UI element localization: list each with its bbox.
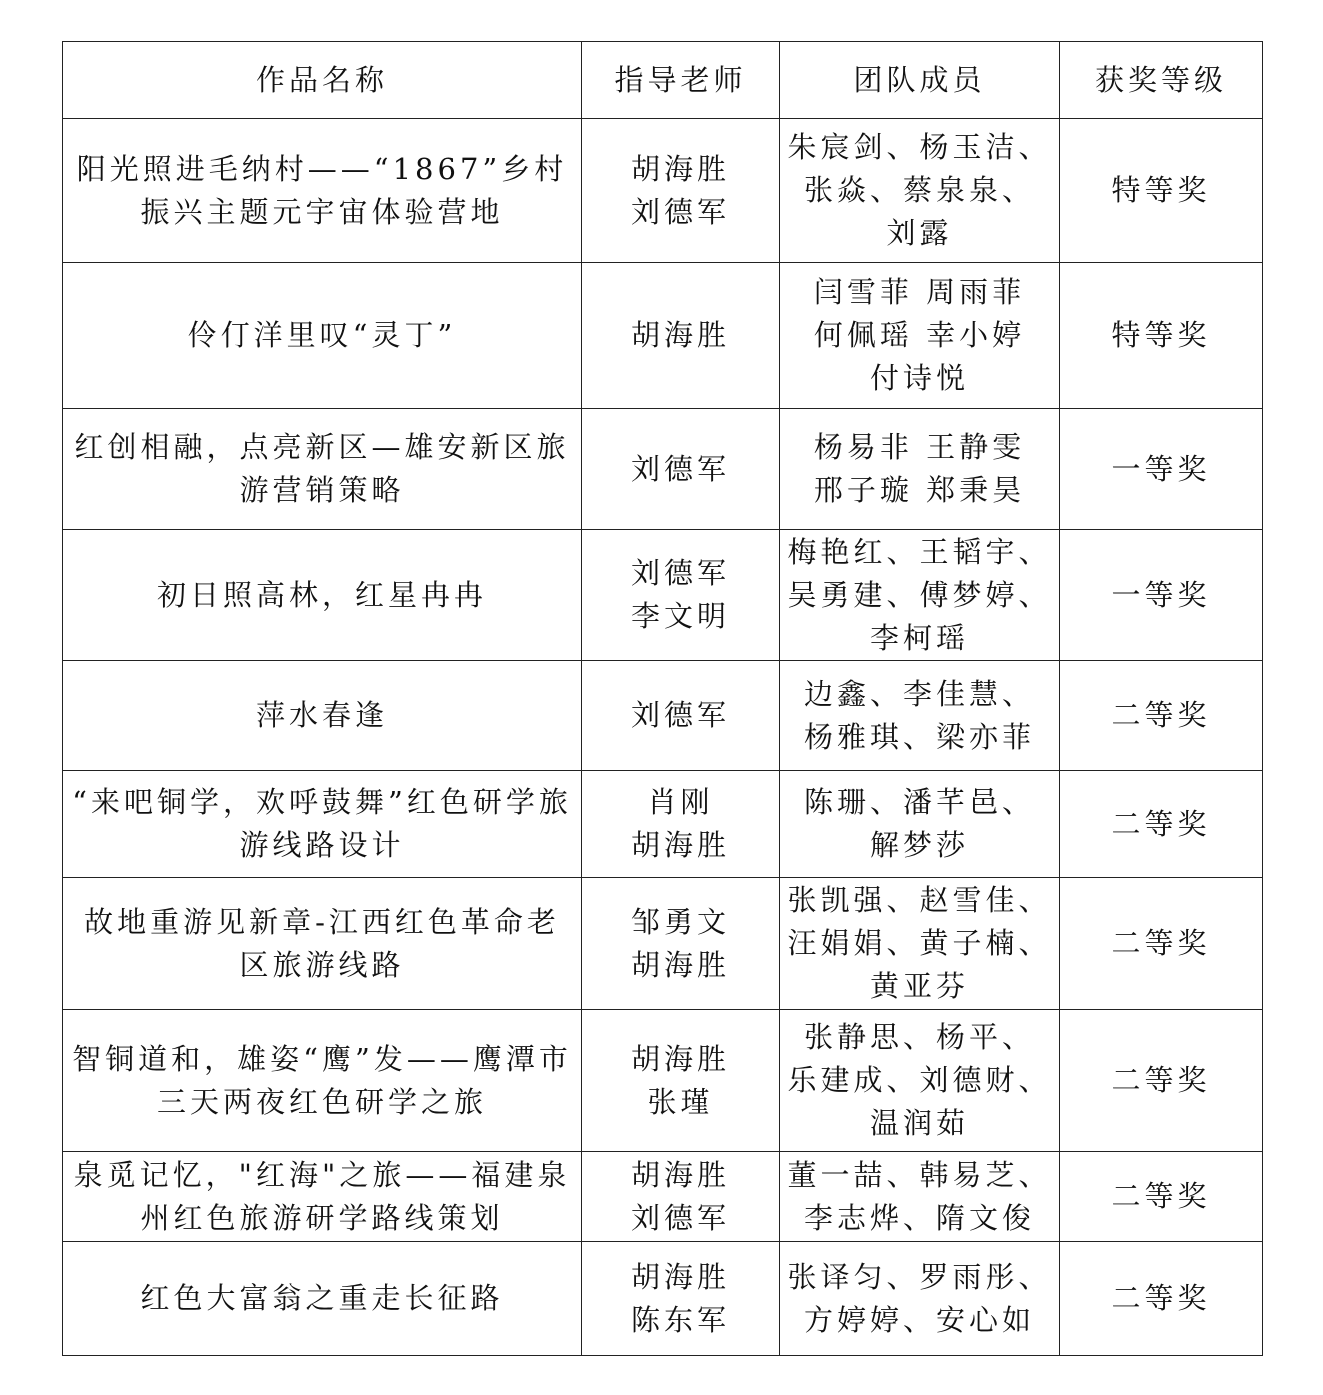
table-row xyxy=(63,409,1263,530)
advisor-name: 刘德军 xyxy=(630,1200,730,1235)
advisor-name: 胡海胜 xyxy=(630,1041,730,1076)
members-cell xyxy=(780,771,1060,878)
work-title-line: 泉觅记忆，"红海"之旅——福建泉 xyxy=(73,1157,571,1192)
members-line: 张凯强、赵雪佳、 xyxy=(787,883,1052,917)
members-line: 汪娟娟、黄子楠、 xyxy=(787,926,1052,960)
work-title-cell xyxy=(63,1010,582,1152)
table-row xyxy=(63,263,1263,409)
award-cell: 二等奖 xyxy=(1060,1152,1263,1242)
advisor-name: 张瑾 xyxy=(647,1084,714,1119)
award-cell: 一等奖 xyxy=(1060,530,1263,661)
members-line: 乐建成、刘德财、 xyxy=(787,1063,1052,1097)
members-line: 张焱、蔡泉泉、 xyxy=(803,173,1035,207)
advisor-name: 刘德军 xyxy=(630,451,730,486)
work-title-line: 游线路设计 xyxy=(239,828,405,862)
header-row xyxy=(63,42,1263,119)
table-row xyxy=(63,771,1263,878)
members-line: 杨雅琪、梁亦菲 xyxy=(803,719,1035,754)
members-line: 黄亚芬 xyxy=(869,969,969,1003)
work-title-cell xyxy=(63,119,582,263)
table-row xyxy=(63,530,1263,661)
advisor-name: 邹勇文 xyxy=(630,904,730,939)
members-line: 董一喆、韩易芝、 xyxy=(787,1157,1052,1192)
work-title-line: 区旅游线路 xyxy=(239,947,405,982)
advisor-cell xyxy=(582,119,780,263)
members-line: 边鑫、李佳慧、 xyxy=(803,676,1035,711)
members-cell xyxy=(780,1152,1060,1242)
members-cell xyxy=(780,119,1060,263)
award-cell: 二等奖 xyxy=(1060,878,1263,1010)
award-cell: 一等奖 xyxy=(1060,409,1263,530)
members-line: 何佩瑶 幸小婷 xyxy=(813,318,1026,352)
members-line: 温润茹 xyxy=(869,1106,969,1140)
advisor-name: 胡海胜 xyxy=(630,1259,730,1294)
work-title-cell xyxy=(63,530,582,661)
work-title-line: 阳光照进毛纳村——“1867”乡村 xyxy=(76,151,568,186)
advisor-name: 胡海胜 xyxy=(630,318,730,352)
advisor-name: 胡海胜 xyxy=(630,947,730,982)
members-line: 张译匀、罗雨彤、 xyxy=(787,1259,1052,1294)
members-cell xyxy=(780,263,1060,409)
advisor-cell xyxy=(582,530,780,661)
members-line: 闫雪菲 周雨菲 xyxy=(813,275,1026,309)
members-line: 李志烨、隋文俊 xyxy=(803,1200,1035,1235)
members-line: 吴勇建、傅梦婷、 xyxy=(787,577,1052,612)
advisor-cell xyxy=(582,1152,780,1242)
work-title-line: 三天两夜红色研学之旅 xyxy=(156,1084,487,1119)
work-title-cell xyxy=(63,263,582,409)
members-line: 李柯瑶 xyxy=(869,620,969,655)
work-title-line: “来吧铜学，欢呼鼓舞”红色研学旅 xyxy=(72,785,572,819)
header-members: 团队成员 xyxy=(780,42,1060,119)
work-title-cell xyxy=(63,1242,582,1356)
awards-table xyxy=(62,41,1263,1356)
header-advisors: 指导老师 xyxy=(582,42,780,119)
work-title-cell xyxy=(63,661,582,771)
advisor-name: 胡海胜 xyxy=(630,828,730,862)
work-title-line: 初日照高林，红星冉冉 xyxy=(156,577,487,612)
award-cell: 二等奖 xyxy=(1060,661,1263,771)
work-title-line: 红创相融，点亮新区—雄安新区旅 xyxy=(74,430,570,464)
work-title-line: 伶仃洋里叹“灵丁” xyxy=(187,318,457,352)
advisor-cell xyxy=(582,263,780,409)
table-row xyxy=(63,878,1263,1010)
members-cell xyxy=(780,878,1060,1010)
table-row xyxy=(63,661,1263,771)
members-line: 刘露 xyxy=(886,216,953,250)
table-row xyxy=(63,1010,1263,1152)
award-cell: 二等奖 xyxy=(1060,1010,1263,1152)
members-cell xyxy=(780,661,1060,771)
advisor-name: 陈东军 xyxy=(630,1302,730,1337)
award-cell: 特等奖 xyxy=(1060,263,1263,409)
table-row xyxy=(63,119,1263,263)
members-cell xyxy=(780,409,1060,530)
advisor-name: 刘德军 xyxy=(630,698,730,732)
work-title-line: 振兴主题元宇宙体验营地 xyxy=(140,194,504,229)
members-line: 张静思、杨平、 xyxy=(803,1020,1035,1054)
advisor-cell xyxy=(582,661,780,771)
award-cell: 二等奖 xyxy=(1060,771,1263,878)
members-line: 朱宸剑、杨玉洁、 xyxy=(787,130,1052,164)
advisor-cell xyxy=(582,1242,780,1356)
work-title-line: 萍水春逢 xyxy=(255,698,388,732)
work-title-line: 州红色旅游研学路线策划 xyxy=(140,1200,504,1235)
members-line: 杨易非 王静雯 xyxy=(813,430,1026,464)
members-line: 解梦莎 xyxy=(869,828,969,862)
table-row xyxy=(63,1242,1263,1356)
members-cell xyxy=(780,1010,1060,1152)
advisor-name: 胡海胜 xyxy=(630,151,730,186)
header-title: 作品名称 xyxy=(63,42,582,119)
work-title-cell xyxy=(63,409,582,530)
advisor-name: 肖刚 xyxy=(647,785,714,819)
advisor-cell xyxy=(582,409,780,530)
header-award: 获奖等级 xyxy=(1060,42,1263,119)
work-title-line: 故地重游见新章-江西红色革命老 xyxy=(84,904,560,939)
work-title-line: 游营销策略 xyxy=(239,473,405,507)
advisor-cell xyxy=(582,1010,780,1152)
work-title-cell xyxy=(63,878,582,1010)
award-cell: 二等奖 xyxy=(1060,1242,1263,1356)
work-title-cell xyxy=(63,771,582,878)
advisor-cell xyxy=(582,878,780,1010)
members-line: 方婷婷、安心如 xyxy=(803,1302,1035,1337)
table-row xyxy=(63,1152,1263,1242)
advisor-cell xyxy=(582,771,780,878)
advisor-name: 胡海胜 xyxy=(630,1157,730,1192)
members-line: 梅艳红、王韬宇、 xyxy=(787,534,1052,569)
award-cell: 特等奖 xyxy=(1060,119,1263,263)
advisor-name: 刘德军 xyxy=(630,194,730,229)
members-line: 邢子璇 郑秉昊 xyxy=(813,473,1026,507)
members-cell xyxy=(780,1242,1060,1356)
work-title-cell xyxy=(63,1152,582,1242)
members-cell xyxy=(780,530,1060,661)
work-title-line: 智铜道和，雄姿“鹰”发——鹰潭市 xyxy=(72,1041,572,1076)
advisor-name: 刘德军 xyxy=(630,556,730,590)
members-line: 付诗悦 xyxy=(869,361,969,395)
advisor-name: 李文明 xyxy=(630,599,730,633)
work-title-line: 红色大富翁之重走长征路 xyxy=(140,1281,504,1315)
members-line: 陈珊、潘芊邑、 xyxy=(803,785,1035,819)
